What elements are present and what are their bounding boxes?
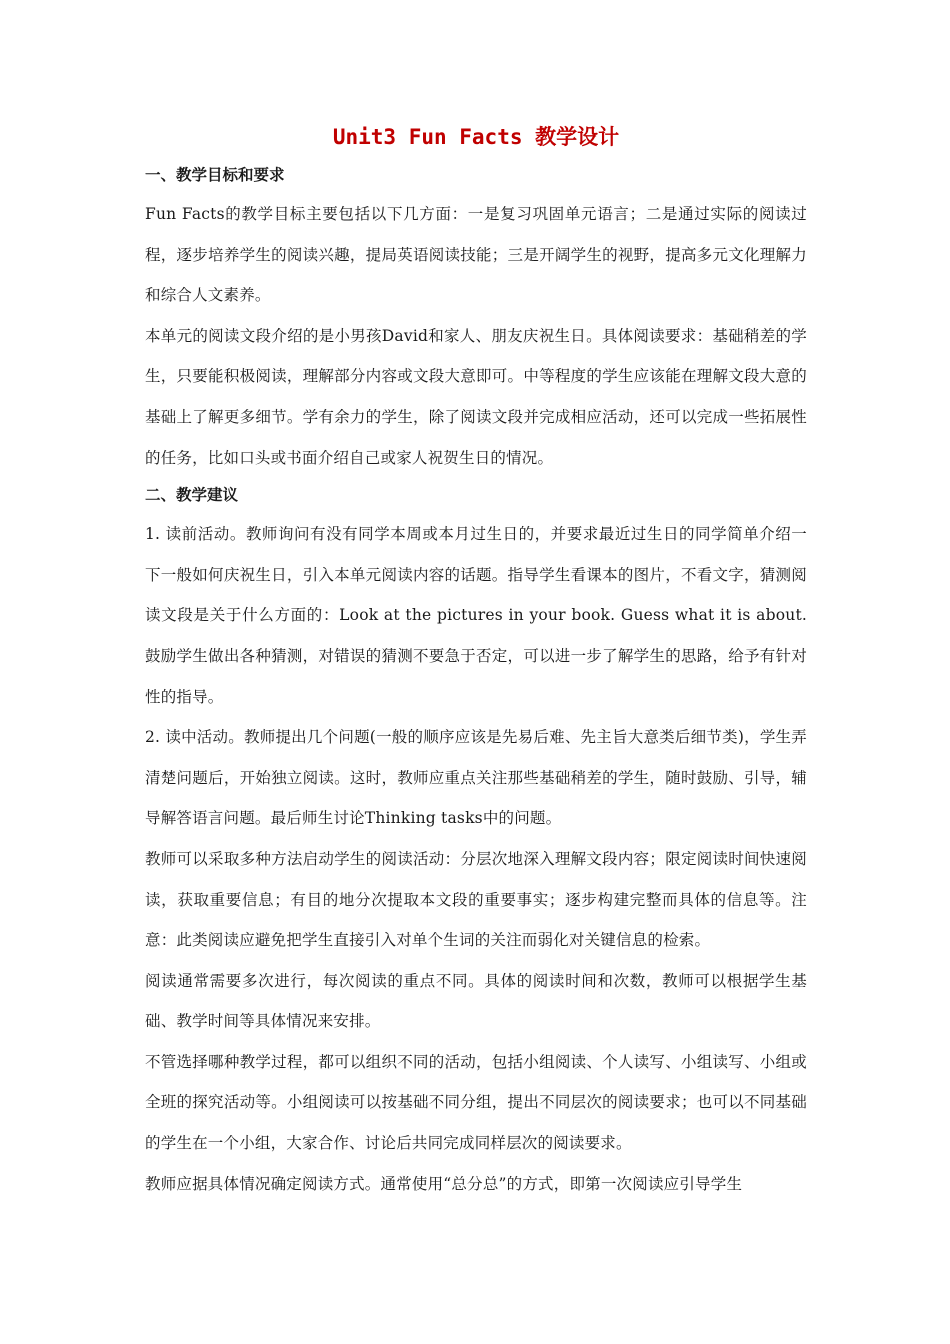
paragraph: 2. 读中活动。教师提出几个问题(一般的顺序应该是先易后难、先主旨大意类后细节类)，学生弄清楚问题后，开始独立阅读。这时，教师应重点关注那些基础稍差的学生，随时鼓励、引导，辅导解答语言问题。最后师生讨论Thinking tasks中的问题。 — [145, 728, 807, 828]
section-heading-suggestions: 二、教学建议 — [145, 486, 239, 505]
paragraph: 1. 读前活动。教师询问有没有同学本周或本月过生日的，并要求最近过生日的同学简单介绍一下一般如何庆祝生日，引入本单元阅读内容的话题。指导学生看课本的图片，不看文字，猜测阅读文段是关于什么方面的：Look at the pictures in your book. Guess what it is about.鼓励学生做出各种猜测，对错误的猜测不要急于否定，可以进一步了解学生的思路，给予有针对性的指导。 — [145, 525, 807, 706]
document-title: Unit3 Fun Facts 教学设计 — [332, 125, 620, 149]
document-page — [145, 118, 807, 1204]
paragraph: 本单元的阅读文段介绍的是小男孩David和家人、朋友庆祝生日。具体阅读要求：基础稍差的学生，只要能积极阅读，理解部分内容或文段大意即可。中等程度的学生应该能在理解文段大意的基础上了解更多细节。学有余力的学生，除了阅读文段并完成相应活动，还可以完成一些拓展性的任务，比如口头或书面介绍自己或家人祝贺生日的情况。 — [145, 326, 807, 467]
paragraph: 教师应据具体情况确定阅读方式。通常使用“总分总”的方式，即第一次阅读应引导学生 — [145, 1174, 743, 1193]
section-heading-goals: 一、教学目标和要求 — [145, 166, 285, 184]
paragraph: 教师可以采取多种方法启动学生的阅读活动：分层次地深入理解文段内容；限定阅读时间快速阅读，获取重要信息；有目的地分次提取本文段的重要事实；逐步构建完整而具体的信息等。注意：此类阅读应避免把学生直接引入对单个生词的关注而弱化对关键信息的检索。 — [145, 849, 807, 950]
paragraph: Fun Facts的教学目标主要包括以下几方面：一是复习巩固单元语言；二是通过实际的阅读过程，逐步培养学生的阅读兴趣，提局英语阅读技能；三是开阔学生的视野，提高多元文化理解力和综合人文素养。 — [145, 205, 807, 305]
paragraph: 阅读通常需要多次进行，每次阅读的重点不同。具体的阅读时间和次数，教师可以根据学生基础、教学时间等具体情况来安排。 — [145, 971, 807, 1031]
paragraph: 不管选择哪种教学过程，都可以组织不同的活动，包括小组阅读、个人读写、小组读写、小组或全班的探究活动等。小组阅读可以按基础不同分组，提出不同层次的阅读要求；也可以不同基础的学生在一个小组，大家合作、讨论后共同完成同样层次的阅读要求。 — [145, 1052, 807, 1153]
